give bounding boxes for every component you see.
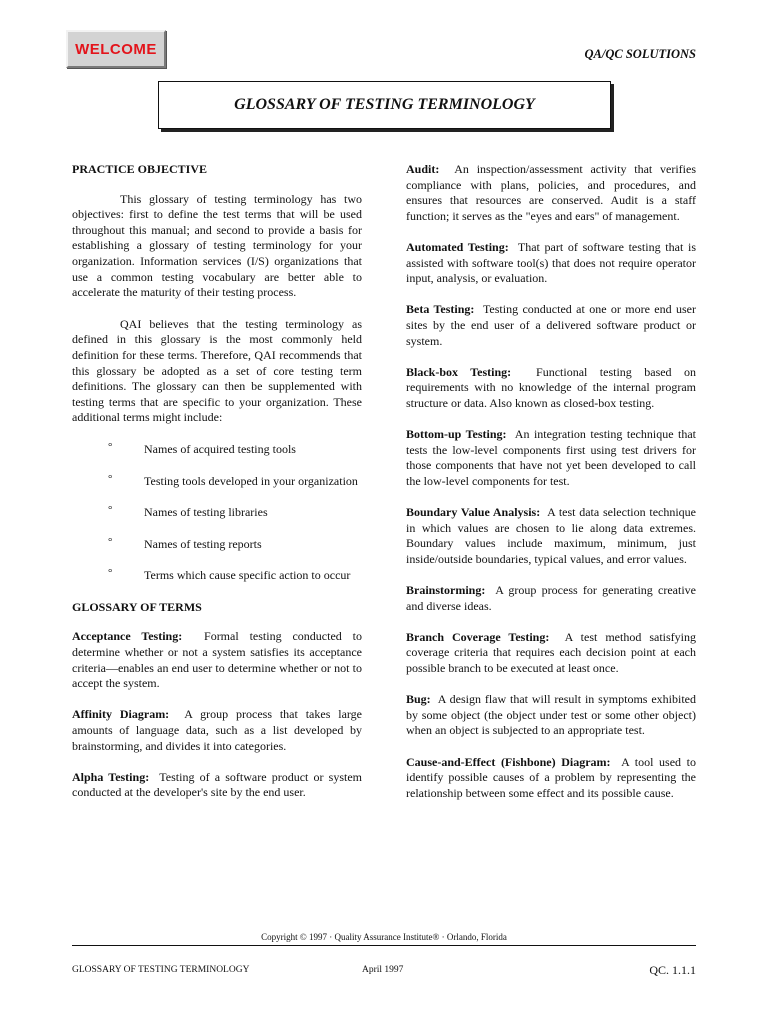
page-number: QC. 1.1.1 xyxy=(649,963,696,977)
glossary-entry xyxy=(406,755,696,802)
glossary-term: Bottom-up Testing: xyxy=(406,427,507,442)
glossary-term: Affinity Diagram: xyxy=(72,707,170,722)
bullet-icon: ° xyxy=(108,504,113,517)
glossary-term: Brainstorming: xyxy=(406,583,486,598)
glossary-of-terms-heading: GLOSSARY OF TERMS xyxy=(72,599,202,614)
list-item: ° Names of testing reports xyxy=(108,535,262,551)
footer-divider xyxy=(72,945,696,946)
glossary-entry xyxy=(406,302,696,349)
glossary-term: Beta Testing: xyxy=(406,302,475,317)
copyright-notice: Copyright © 1997 · Quality Assurance Institute® · Orlando, Florida xyxy=(261,932,507,942)
glossary-definition: A tool used to identify possible causes of a problem by representing the relationship between some effect and its possible cause. xyxy=(406,754,696,800)
footer-date: April 1997 xyxy=(362,965,404,975)
glossary-term: Branch Coverage Testing: xyxy=(406,629,550,644)
glossary-definition: Formal testing conducted to determine whether or not a system satisfies its acceptance criteria—enables an end user to determine whether or not to accept the system. xyxy=(72,629,363,691)
bullet-icon: ° xyxy=(108,440,113,453)
glossary-entry xyxy=(406,630,696,677)
glossary-entry xyxy=(406,583,696,614)
glossary-definition: A test data selection technique in which values are chosen to lie along data extremes. Boundary values include maximum, minimum, just inside/outside boundaries, typical values, and error values. xyxy=(406,505,697,566)
objective-paragraph-2: QAI believes that the testing terminology as defined in this glossary is the most commonly held definition for these terms. Therefore, QAI recommends that this glossary be adopted as a set of core testing term definitions. The glossary can then be supplemented with testing terms that are specific to your organization. These additional terms might include: xyxy=(72,316,362,425)
welcome-button[interactable] xyxy=(66,30,166,68)
glossary-entry xyxy=(406,162,696,224)
glossary-definition: That part of software testing that is assisted with software tool(s) that does not require operator input, analysis, or evaluation. xyxy=(406,239,696,286)
welcome-button-label: WELCOME xyxy=(75,40,157,58)
right-column xyxy=(406,162,696,817)
glossary-term: Audit: xyxy=(406,162,440,176)
bullet-icon: ° xyxy=(108,472,113,485)
glossary-entry xyxy=(406,240,696,287)
glossary-term: Bug: xyxy=(406,692,431,707)
glossary-term: Automated Testing: xyxy=(406,239,509,254)
list-item: ° Terms which cause specific action to occur xyxy=(108,567,351,583)
glossary-definition: An inspection/assessment activity that verifies compliance with plans, policies, and procedures, and ensures that resources are conserved. Audit is a staff function; it serves as the "eyes and ears" of management. xyxy=(406,162,696,223)
title-box xyxy=(158,81,611,129)
practice-objective-heading: PRACTICE OBJECTIVE xyxy=(72,162,208,176)
glossary-definition: Functional testing based on requirements with no knowledge of the internal program structure or data. Also known as closed-box testing. xyxy=(406,364,697,410)
footer-document-title: GLOSSARY OF TESTING TERMINOLOGY xyxy=(72,965,250,975)
glossary-entry xyxy=(406,365,696,412)
glossary-entry xyxy=(406,505,696,567)
left-column xyxy=(72,162,362,817)
glossary-term: Acceptance Testing: xyxy=(72,629,183,644)
glossary-entry xyxy=(406,692,696,739)
glossary-definition: A design flaw that will result in symptoms exhibited by some object (the object under test or some other object) when an object is subjected to an appropriate test. xyxy=(406,692,696,738)
glossary-term: Boundary Value Analysis: xyxy=(406,505,541,520)
list-item: ° Testing tools developed in your organization xyxy=(108,472,358,488)
bullet-icon: ° xyxy=(108,567,113,580)
bullet-icon: ° xyxy=(108,535,113,548)
additional-terms-list xyxy=(72,442,362,584)
glossary-definition: A group process for generating creative and diverse ideas. xyxy=(406,583,697,613)
glossary-definition: Testing conducted at one or more end user sites by the end user of a delivered software product or system. xyxy=(406,302,696,348)
brand-name: QA/QC SOLUTIONS xyxy=(584,47,696,61)
glossary-term: Alpha Testing: xyxy=(72,769,150,784)
glossary-definition: An integration testing technique that tests the low-level components first using test drivers for those components that have not yet been developed to call the low-level components for test. xyxy=(406,427,696,488)
page-title: GLOSSARY OF TESTING TERMINOLOGY xyxy=(234,96,535,113)
glossary-definition: A test method satisfying coverage criteria that requires each decision point at each possible branch to be executed at least once. xyxy=(406,629,696,675)
glossary-entry xyxy=(72,707,362,754)
glossary-definition: Testing of a software product or system conducted at the developer's site by the end user. xyxy=(72,769,362,800)
list-item: ° Names of acquired testing tools xyxy=(108,440,296,456)
glossary-entry xyxy=(72,629,362,691)
glossary-definition: A group process that takes large amounts of language data, such as a list developed by brainstorming, and divides it into categories. xyxy=(72,707,362,753)
glossary-entry xyxy=(406,427,696,489)
list-item: ° Names of testing libraries xyxy=(108,504,268,520)
glossary-term: Cause-and-Effect (Fishbone) Diagram: xyxy=(406,754,611,769)
objective-paragraph-1: This glossary of testing terminology has two objectives: first to define the test terms that will be used throughout this manual; and second to provide a basis for establishing a glossary of testing terminology for your organization. Information services (I/S) organizations that use a common testing vocabulary are better able to accelerate the maturity of their testing process. xyxy=(72,191,362,300)
glossary-entry xyxy=(72,770,362,801)
glossary-term: Black-box Testing: xyxy=(406,364,512,379)
